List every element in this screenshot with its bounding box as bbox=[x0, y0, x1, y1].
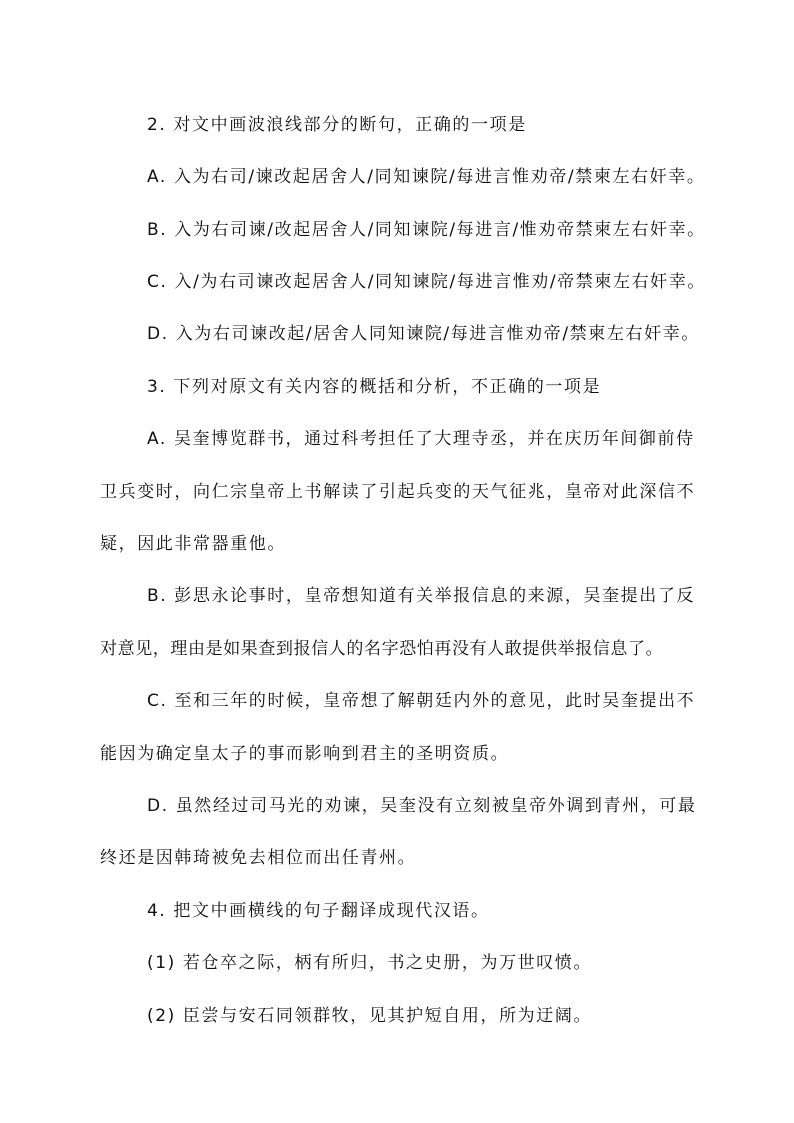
question-2-option-c: C. 入/为右司谏改起居舍人/同知谏院/每进言惟劝/帝禁柬左右奸幸。 bbox=[147, 272, 706, 292]
question-2-option-d: D. 入为右司谏改起/居舍人同知谏院/每进言惟劝帝/禁柬左右奸幸。 bbox=[147, 324, 700, 344]
question-4-item-1: (1) 若仓卒之际，柄有所归，书之史册，为万世叹愤。 bbox=[147, 953, 593, 973]
question-3-option-d-line-2: 终还是因韩琦被免去相位而出任青州。 bbox=[100, 848, 417, 868]
question-3-option-a-line-3: 疑，因此非常器重他。 bbox=[100, 534, 286, 554]
question-4-item-2: (2) 臣尝与安石同领群牧，见其护短自用，所为迂阔。 bbox=[147, 1006, 593, 1026]
question-3-option-d-line-1: D. 虽然经过司马光的劝谏，吴奎没有立刻被皇帝外调到青州，可最 bbox=[147, 796, 697, 816]
question-3-option-c-line-1: C. 至和三年的时候，皇帝想了解朝廷内外的意见，此时吴奎提出不 bbox=[147, 691, 696, 711]
question-2-option-a: A. 入为右司/谏改起居舍人/同知谏院/每进言惟劝帝/禁柬左右奸幸。 bbox=[147, 167, 706, 187]
question-3-option-b-line-2: 对意见，理由是如果查到报信人的名字恐怕再没有人敢提供举报信息了。 bbox=[100, 639, 664, 659]
question-2-stem: 2. 对文中画波浪线部分的断句，正确的一项是 bbox=[147, 115, 527, 135]
question-3-option-b-line-1: B. 彭思永论事时，皇帝想知道有关举报信息的来源，吴奎提出了反 bbox=[147, 586, 696, 606]
question-3-option-c-line-2: 能因为确定皇太子的事而影响到君主的圣明资质。 bbox=[100, 744, 510, 764]
question-3-option-a-line-2: 卫兵变时，向仁宗皇帝上书解读了引起兵变的天气征兆，皇帝对此深信不 bbox=[100, 482, 696, 502]
question-4-stem: 4. 把文中画横线的句子翻译成现代汉语。 bbox=[147, 901, 490, 921]
question-3-stem: 3. 下列对原文有关内容的概括和分析，不正确的一项是 bbox=[147, 377, 602, 397]
question-2-option-b: B. 入为右司谏/改起居舍人/同知谏院/每进言/惟劝帝禁柬左右奸幸。 bbox=[147, 220, 706, 240]
question-3-option-a-line-1: A. 吴奎博览群书，通过科考担任了大理寺丞，并在庆历年间御前侍 bbox=[147, 429, 695, 449]
